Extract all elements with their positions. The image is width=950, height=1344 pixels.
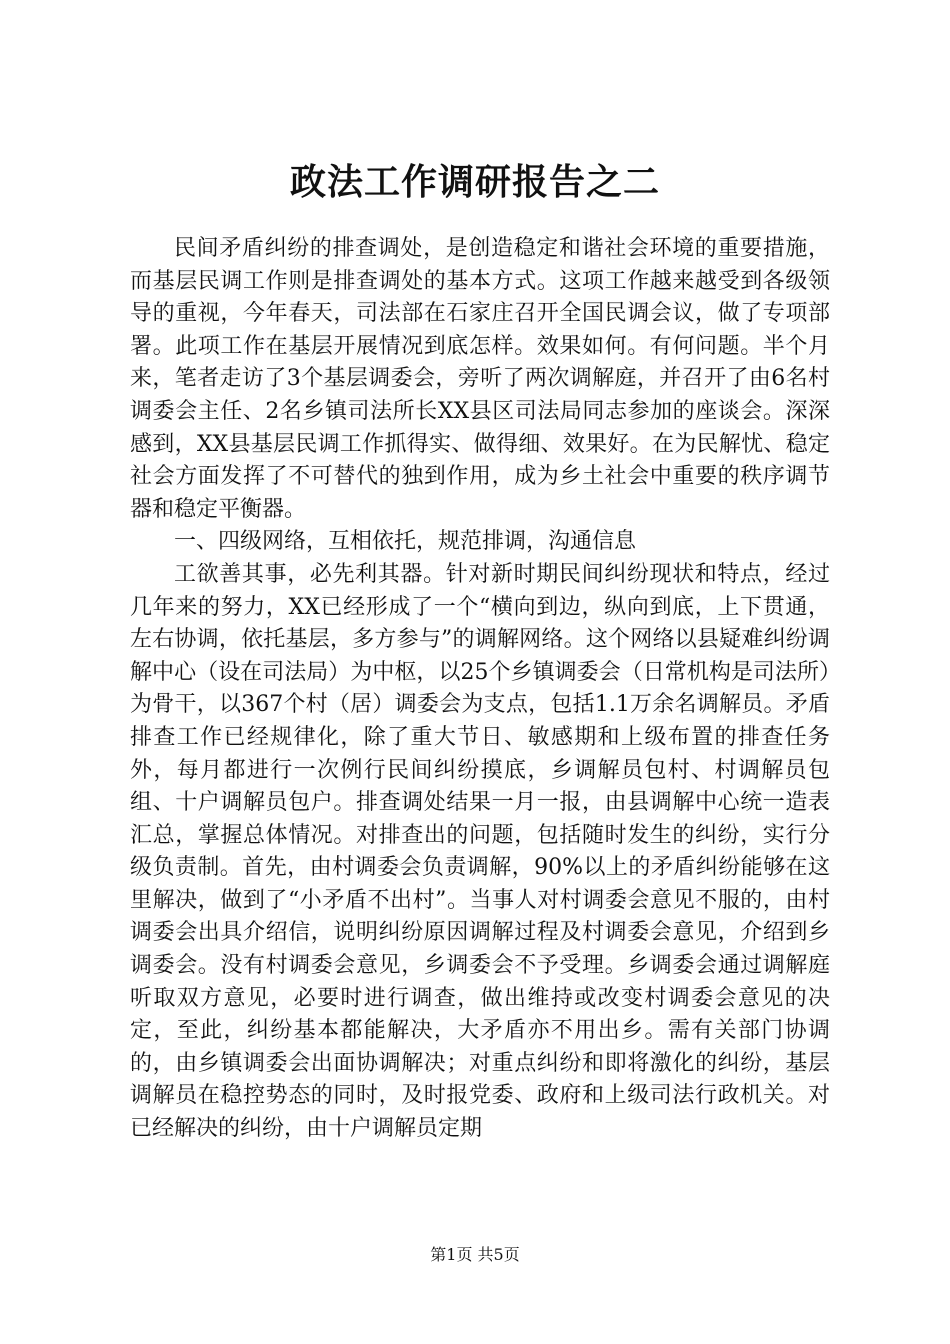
paragraph-network: 工欲善其事，必先利其器。针对新时期民间纠纷现状和特点，经过几年来的努力，XX已经形成了一个“横向到边，纵向到底，上下贯通，左右协调，依托基层，多方参与”的调解网络。这个网络以县疑难纠纷调解中心（设在司法局）为中枢，以25个乡镇调委会（日常机构是司法所）为骨干，以367个村（居）调委会为支点，包括1.1万余名调解员。矛盾排查工作已经规律化，除了重大节日、敏感期和上级布置的排查任务外，每月都进行一次例行民间纠纷摸底，乡调解员包村、村调解员包组、十户调解员包户。排查调处结果一月一报，由县调解中心统一造表汇总，掌握总体情况。对排查出的问题，包括随时发生的纠纷，实行分级负责制。首先，由村调委会负责调解，90%以上的矛盾纠纷能够在这里解决，做到了“小矛盾不出村”。当事人对村调委会意见不服的，由村调委会出具介绍信，说明纠纷原因调解过程及村调委会意见，介绍到乡调委会。没有村调委会意见，乡调委会不予受理。乡调委会通过调解庭听取双方意见，必要时进行调查，做出维持或改变村调委会意见的决定，至此，纠纷基本都能解决，大矛盾亦不用出乡。需有关部门协调的，由乡镇调委会出面协调解决；对重点纠纷和即将激化的纠纷，基层调解员在稳控势态的同时，及时报党委、政府和上级司法行政机关。对已经解决的纠纷，由十户调解员定期	[130, 561, 830, 1142]
section-heading-1: 一、四级网络，互相依托，规范排调，沟通信息	[174, 529, 637, 555]
page-indicator: 第1页 共5页	[430, 1245, 520, 1264]
page-footer	[0, 1245, 950, 1265]
document-title: 政法工作调研报告之二	[289, 161, 660, 203]
document-body	[130, 233, 830, 1146]
paragraph-intro: 民间矛盾纠纷的排查调处，是创造稳定和谐社会环境的重要措施，而基层民调工作则是排查调处的基本方式。这项工作越来越受到各级领导的重视，今年春天，司法部在石家庄召开全国民调会议，做了专项部署。此项工作在基层开展情况到底怎样。效果如何。有何问题。半个月来，笔者走访了3个基层调委会，旁听了两次调解庭，并召开了由6名村调委会主任、2名乡镇司法所长XX县区司法局同志参加的座谈会。深深感到，XX县基层民调工作抓得实、做得细、效果好。在为民解忧、稳定社会方面发挥了不可替代的独到作用，成为乡土社会中重要的秩序调节器和稳定平衡器。	[130, 236, 830, 522]
